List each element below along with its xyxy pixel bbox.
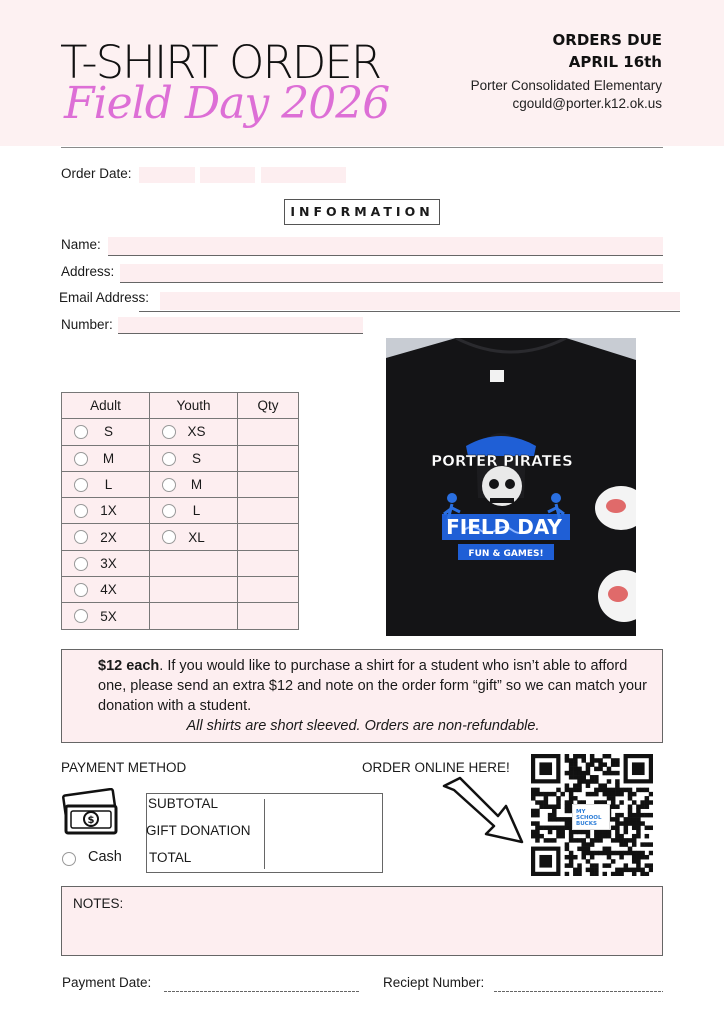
qty-cell[interactable] <box>238 577 299 603</box>
email-label: Email Address: <box>59 290 150 305</box>
order-date-year-field[interactable] <box>261 167 346 183</box>
radio-button[interactable] <box>74 452 88 466</box>
pricing-notice <box>61 649 663 743</box>
notes-label: NOTES: <box>73 896 124 911</box>
order-date-day-field[interactable] <box>200 167 255 183</box>
size-table <box>61 392 299 630</box>
order-date-label: Order Date: <box>61 166 132 181</box>
tshirt-photo <box>386 338 636 636</box>
cash-icon <box>62 788 120 838</box>
adult-size-option[interactable]: L <box>62 471 150 497</box>
adult-size-option[interactable]: 5X <box>62 603 150 629</box>
radio-button[interactable] <box>74 504 88 518</box>
school-name: Porter Consolidated Elementary <box>470 78 662 93</box>
payment-date-label: Payment Date: <box>62 975 152 990</box>
shirt-text-line1: PORTER PIRATES <box>431 452 573 470</box>
youth-header: Youth <box>150 393 238 419</box>
radio-button[interactable] <box>74 557 88 571</box>
adult-size-option[interactable]: M <box>62 445 150 471</box>
qty-cell[interactable] <box>238 471 299 497</box>
qty-cell[interactable] <box>238 550 299 576</box>
cash-label: Cash <box>88 849 122 865</box>
qr-code[interactable] <box>531 754 653 876</box>
total-label: TOTAL <box>149 850 192 865</box>
page-title: T-SHIRT ORDER <box>60 36 381 89</box>
youth-empty-cell <box>150 550 238 576</box>
arrow-icon <box>440 776 526 846</box>
youth-size-option[interactable]: L <box>150 498 238 524</box>
qty-header: Qty <box>238 393 299 419</box>
radio-button[interactable] <box>162 425 176 439</box>
radio-button[interactable] <box>162 478 176 492</box>
number-underline <box>118 333 363 334</box>
receipt-number-line[interactable] <box>494 991 663 992</box>
email-field[interactable] <box>160 292 680 310</box>
radio-button[interactable] <box>74 609 88 623</box>
adult-size-option[interactable]: 4X <box>62 577 150 603</box>
shirt-tag <box>490 370 504 382</box>
qty-cell[interactable] <box>238 419 299 445</box>
shirt-text-line2: FIELD DAY <box>446 515 562 539</box>
shirt-text-line3: FUN & GAMES! <box>468 549 544 559</box>
order-date-month-field[interactable] <box>139 167 195 183</box>
youth-size-option[interactable]: XS <box>150 419 238 445</box>
radio-button[interactable] <box>74 478 88 492</box>
order-online-label: ORDER ONLINE HERE! <box>362 760 510 775</box>
name-label: Name: <box>61 237 101 252</box>
radio-button[interactable] <box>74 530 88 544</box>
radio-button[interactable] <box>74 425 88 439</box>
youth-empty-cell <box>150 603 238 629</box>
adult-size-option[interactable]: 2X <box>62 524 150 550</box>
orders-due-date: APRIL 16th <box>568 53 662 71</box>
number-label: Number: <box>61 317 113 332</box>
adult-size-option[interactable]: 1X <box>62 498 150 524</box>
payment-date-line[interactable] <box>164 991 359 992</box>
subtotal-label: SUBTOTAL <box>148 796 219 811</box>
email-underline <box>139 311 680 312</box>
svg-text:$: $ <box>87 815 95 826</box>
contact-email: cgould@porter.k12.ok.us <box>512 96 662 111</box>
totals-box <box>146 793 383 873</box>
youth-size-option[interactable]: S <box>150 445 238 471</box>
adult-size-option[interactable]: 3X <box>62 550 150 576</box>
qty-cell[interactable] <box>238 524 299 550</box>
header-divider <box>61 147 663 148</box>
receipt-number-label: Reciept Number: <box>383 975 485 990</box>
name-field[interactable] <box>108 237 663 255</box>
orders-due-label: ORDERS DUE <box>552 31 662 49</box>
radio-button[interactable] <box>162 504 176 518</box>
qty-cell[interactable] <box>238 445 299 471</box>
price-bold: $12 each <box>98 658 160 674</box>
qty-cell[interactable] <box>238 603 299 629</box>
adult-size-option[interactable]: S <box>62 419 150 445</box>
radio-button[interactable] <box>162 530 176 544</box>
youth-size-option[interactable]: XL <box>150 524 238 550</box>
cash-radio[interactable] <box>62 852 76 866</box>
notes-box[interactable] <box>61 886 663 956</box>
payment-method-label: PAYMENT METHOD <box>61 760 187 775</box>
radio-button[interactable] <box>162 452 176 466</box>
pricing-text: . If you would like to purchase a shirt for a student who isn’t able to afford one, please send an extra $12 and note on the order form “gift” so we can match your donation with a student. <box>98 658 647 714</box>
youth-size-option[interactable]: M <box>150 471 238 497</box>
radio-button[interactable] <box>74 583 88 597</box>
event-script-title: Field Day 2026 <box>64 78 390 129</box>
number-field[interactable] <box>118 317 363 333</box>
qty-cell[interactable] <box>238 498 299 524</box>
pricing-note: All shirts are short sleeved. Orders are non-refundable. <box>186 718 540 734</box>
totals-divider <box>264 799 265 869</box>
youth-empty-cell <box>150 577 238 603</box>
address-underline <box>120 282 663 283</box>
gift-donation-label: GIFT DONATION <box>146 823 251 838</box>
tshirt-illustration <box>386 338 636 636</box>
myschoolbucks-badge: MY SCHOOL BUCKS <box>572 804 610 830</box>
adult-header: Adult <box>62 393 150 419</box>
address-field[interactable] <box>120 264 663 282</box>
information-heading: INFORMATION <box>284 199 440 225</box>
address-label: Address: <box>61 264 115 279</box>
name-underline <box>108 255 663 256</box>
